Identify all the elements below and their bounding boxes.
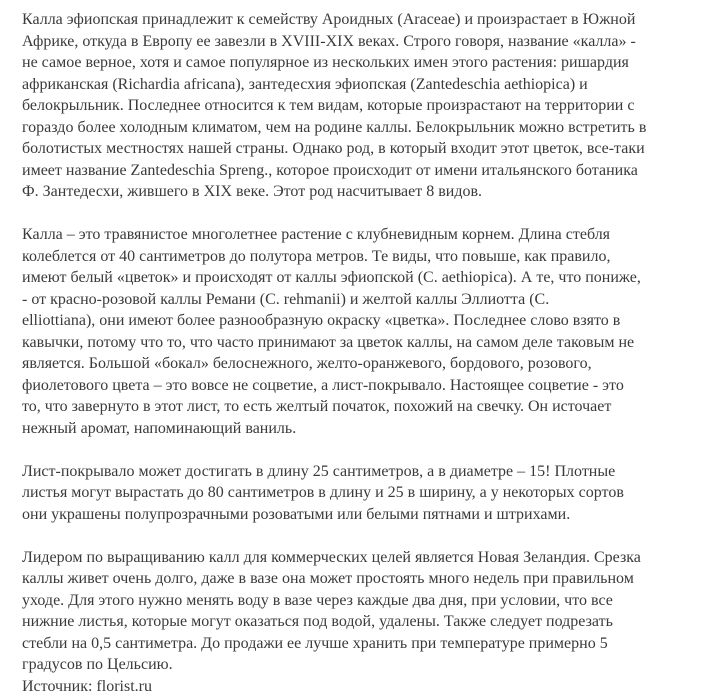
text-line: Лист-покрывало может достигать в длину 25 сантиметров, а в диаметре – 15! Плотные [22,461,712,483]
text-line: не самое верное, хотя и самое популярное из нескольких имен этого растения: ришардия [22,52,712,74]
text-line: имеют белый «цветок» и происходят от каллы эфиопской (C. aethiopica). А те, что пониже, [22,267,712,289]
text-line: болотистых местностях нашей страны. Однако род, в который входит этот цветок, все-таки [22,138,712,160]
text-line: колеблется от 40 сантиметров до полутора метров. Те виды, что повыше, как правило, [22,246,712,268]
text-line: Калла – это травянистое многолетнее растение с клубневидным корнем. Длина стебля [22,224,712,246]
text-line: стебли на 0,5 сантиметра. До продажи ее лучше хранить при температуре примерно 5 [22,633,712,655]
text-line: уходе. Для этого нужно менять воду в вазе через каждые два дня, при условии, что все [22,590,712,612]
text-line: то, что завернуто в этот лист, то есть желтый початок, похожий на свечку. Он источает [22,396,712,418]
text-line: африканская (Richardia africana), зантедесхия эфиопская (Zantedeschia aethiopica) и [22,74,712,96]
text-line: нежный аромат, напоминающий ваниль. [22,418,712,440]
source-attribution: Источник: florist.ru [22,676,712,697]
text-line: Африке, откуда в Европу ее завезли в XVIII-XIX веках. Строго говоря, название «калла» - [22,31,712,53]
text-line: имеет название Zantedeschia Spreng., которое происходит от имени итальянского ботаника [22,160,712,182]
text-line: - от красно-розовой каллы Ремани (C. rehmanii) и желтой каллы Эллиотта (C. [22,289,712,311]
text-line: они украшены полупрозрачными розоватыми или белыми пятнами и штрихами. [22,504,712,526]
text-line: Лидером по выращиванию калл для коммерческих целей является Новая Зеландия. Срезка [22,547,712,569]
text-line: белокрыльник. Последнее относится к тем видам, которые произрастают на территории с [22,95,712,117]
text-line: фиолетового цвета – это вовсе не соцветие, а лист-покрывало. Настоящее соцветие - это [22,375,712,397]
text-line: кавычки, потому что то, что часто принимают за цветок каллы, на самом деле таковым не [22,332,712,354]
text-line: каллы живет очень долго, даже в вазе она может простоять много недель при правильном [22,568,712,590]
text-line: elliottiana), они имеют более разнообразную окраску «цветка». Последнее слово взято в [22,310,712,332]
text-line: Ф. Зантедесхи, жившего в XIX веке. Этот род насчитывает 8 видов. [22,181,712,203]
text-line: листья могут вырастать до 80 сантиметров в длину и 25 в ширину, а у некоторых сортов [22,482,712,504]
text-line: является. Большой «бокал» белоснежного, желто-оранжевого, бордового, розового, [22,353,712,375]
text-line: Калла эфиопская принадлежит к семейству Ароидных (Araceae) и произрастает в Южной [22,9,712,31]
paragraph-description [22,224,712,439]
text-line: нижние листья, которые могут оказаться под водой, удалены. Также следует подрезать [22,611,712,633]
text-line: градусов по Цельсию. [22,654,712,676]
paragraph-dimensions [22,461,712,526]
paragraph-origin [22,9,712,203]
text-line: гораздо более холодным климатом, чем на родине каллы. Белокрыльник можно встретить в [22,117,712,139]
paragraph-cultivation [22,547,712,676]
